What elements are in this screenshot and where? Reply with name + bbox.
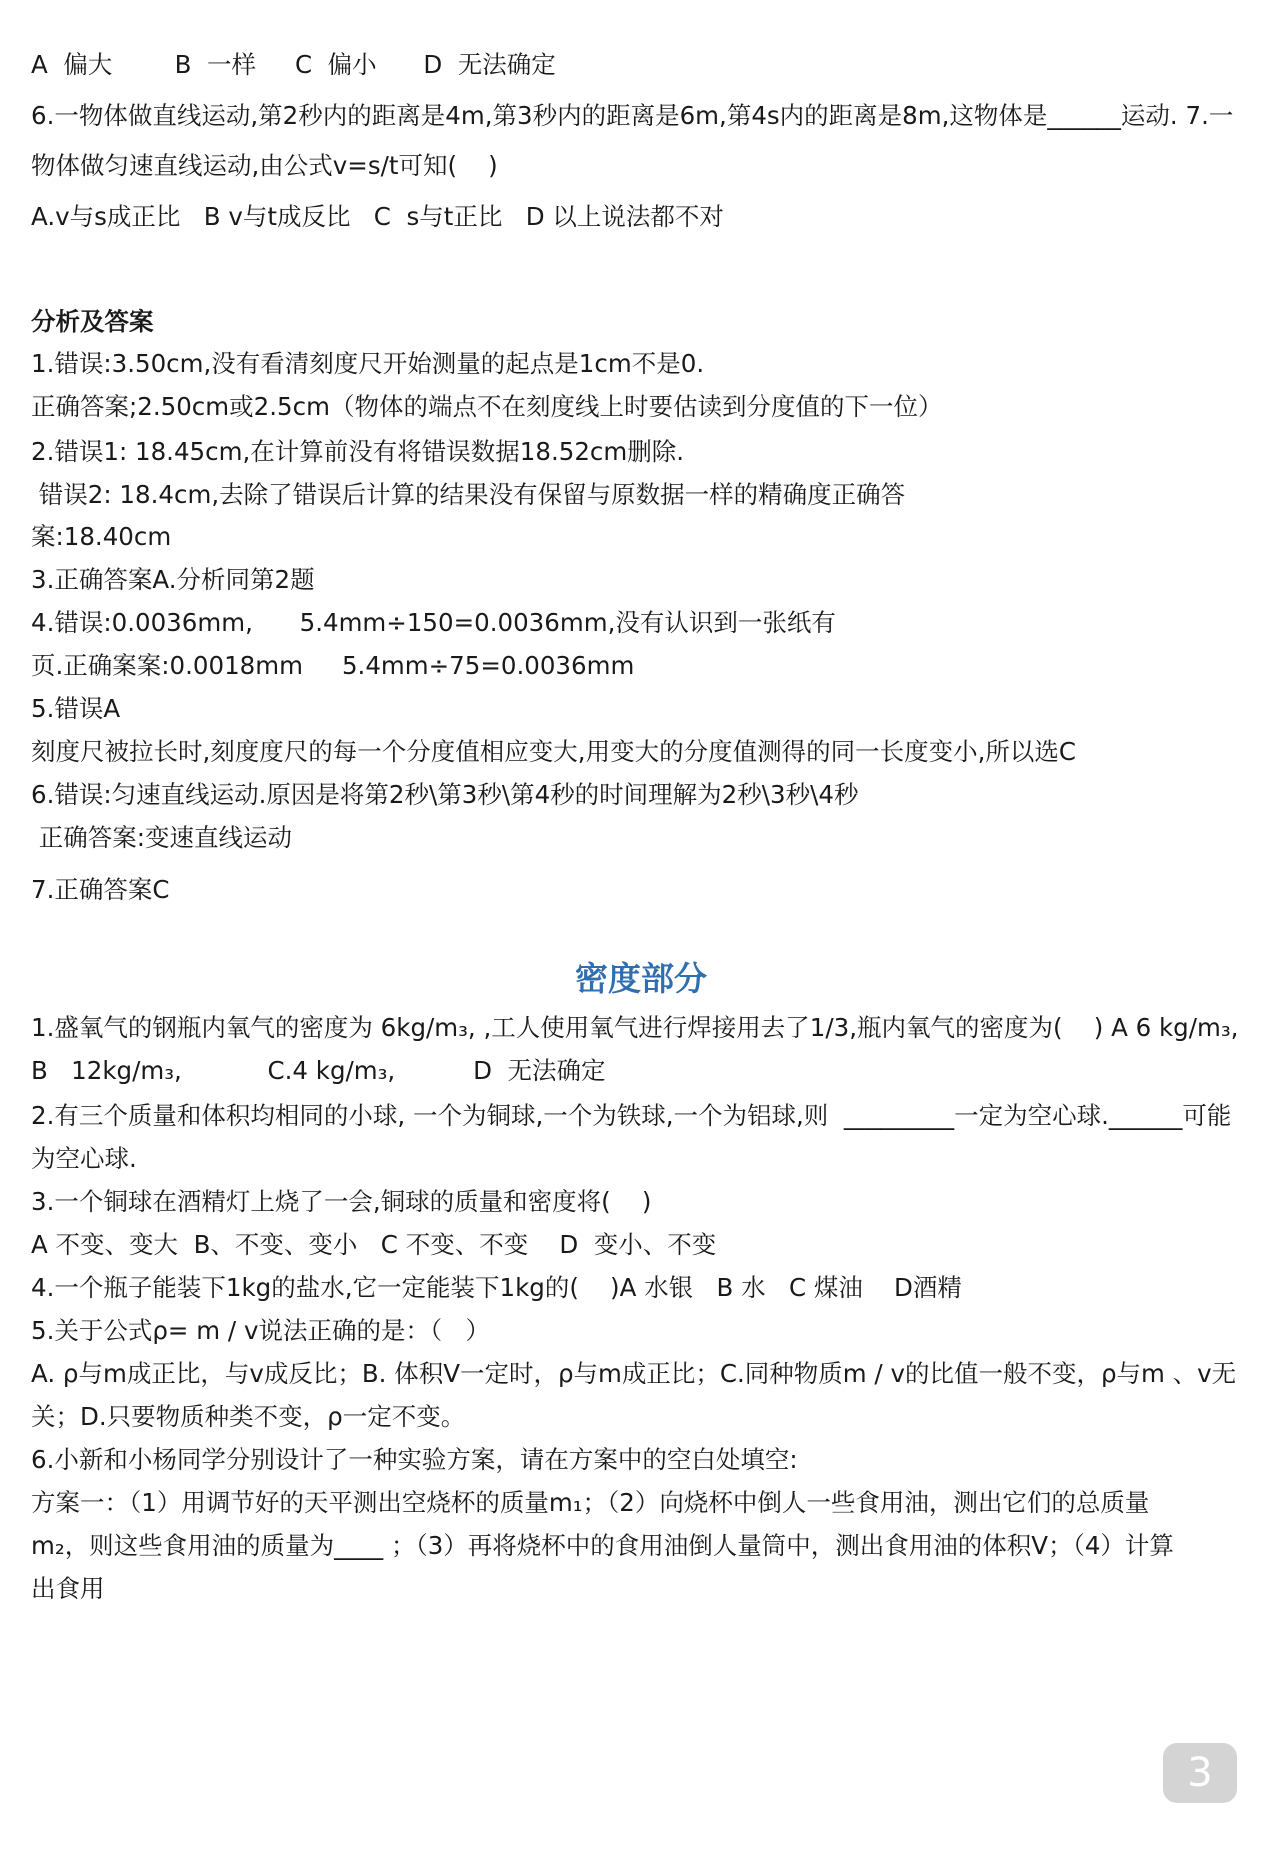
analysis-section bbox=[31, 300, 1271, 912]
text-line: 3.正确答案A.分析同第2题 bbox=[31, 565, 315, 594]
question-block-top bbox=[31, 40, 1271, 242]
text-line: 7.正确答案C bbox=[31, 875, 170, 904]
text-line: 方案一：（1）用调节好的天平测出空烧杯的质量m₁；（2）向烧杯中倒人一些食用油，测出它们的总质量 bbox=[31, 1488, 1150, 1517]
text-line: 3.一个铜球在酒精灯上烧了一会,铜球的质量和密度将( ) bbox=[31, 1187, 652, 1216]
text-line: 正确答案;2.50cm或2.5cm（物体的端点不在刻度线上时要估读到分度值的下一位） bbox=[31, 392, 943, 421]
text-line: 4.错误:0.0036mm, 5.4mm÷150=0.0036mm,没有认识到一张纸有 bbox=[31, 608, 836, 637]
text-line: A.v与s成正比 B v与t成反比 C s与t正比 D 以上说法都不对 bbox=[31, 201, 724, 231]
text-line: 错误2: 18.4cm,去除了错误后计算的结果没有保留与原数据一样的精确度正确答 bbox=[31, 480, 906, 509]
document-page bbox=[31, 40, 1271, 1610]
text-line: 正确答案:变速直线运动 bbox=[31, 823, 293, 852]
text-line: 物体做匀速直线运动,由公式v=s/t可知( ) bbox=[31, 151, 498, 180]
text-line: 2.有三个质量和体积均相同的小球, 一个为铜球,一个为铁球,一个为铝球,则 _________一定为空心球.______可能 bbox=[31, 1101, 1232, 1130]
text-line: m₂，则这些食用油的质量为____ ；（3）再将烧杯中的食用油倒人量筒中，测出食用油的体积V；（4）计算 bbox=[31, 1531, 1174, 1560]
text-line: 5.关于公式ρ= m / v说法正确的是：（ ） bbox=[31, 1316, 491, 1345]
analysis-heading: 分析及答案 bbox=[31, 307, 154, 336]
text-line: 4.一个瓶子能装下1kg的盐水,它一定能装下1kg的( )A 水银 B 水 C 煤油 D酒精 bbox=[31, 1273, 962, 1302]
text-line: 案:18.40cm bbox=[31, 522, 172, 551]
text-line: 5.错误A bbox=[31, 694, 121, 723]
text-line: 1.盛氧气的钢瓶内氧气的密度为 6kg/m₃, ,工人使用氧气进行焊接用去了1/3,瓶内氧气的密度为( ) A 6 kg/m₃, bbox=[31, 1013, 1239, 1042]
text-line: 出食用 bbox=[31, 1574, 105, 1603]
text-line: 6.一物体做直线运动,第2秒内的距离是4m,第3秒内的距离是6m,第4s内的距离是8m,这物体是______运动. 7.一 bbox=[31, 100, 1234, 130]
text-line: A 不变、变大 B、不变、变小 C 不变、不变 D 变小、不变 bbox=[31, 1230, 717, 1259]
text-line: 页.正确案案:0.0018mm 5.4mm÷75=0.0036mm bbox=[31, 651, 635, 680]
text-line: B 12kg/m₃, C.4 kg/m₃, D 无法确定 bbox=[31, 1056, 606, 1085]
text-line: 刻度尺被拉长时,刻度度尺的每一个分度值相应变大,用变大的分度值测得的同一长度变小,所以选C bbox=[31, 737, 1076, 766]
density-section bbox=[31, 950, 1271, 1610]
section-title: 密度部分 bbox=[575, 959, 707, 998]
text-line: A. ρ与m成正比，与v成反比；B. 体积V一定时，ρ与m成正比；C.同种物质m / v的比值一般不变，ρ与m 、v无 bbox=[31, 1359, 1237, 1388]
text-line: 1.错误:3.50cm,没有看清刻度尺开始测量的起点是1cm不是0. bbox=[31, 349, 705, 378]
text-line: 2.错误1: 18.45cm,在计算前没有将错误数据18.52cm删除. bbox=[31, 437, 685, 466]
text-line: 为空心球. bbox=[31, 1144, 137, 1173]
text-line: 6.错误:匀速直线运动.原因是将第2秒\第3秒\第4秒的时间理解为2秒\3秒\4秒 bbox=[31, 780, 859, 809]
text-line: 关；D.只要物质种类不变，ρ一定不变。 bbox=[31, 1402, 466, 1431]
text-line: 6.小新和小杨同学分别设计了一种实验方案，请在方案中的空白处填空: bbox=[31, 1445, 798, 1474]
text-line: A 偏大 B 一样 C 偏小 D 无法确定 bbox=[31, 50, 556, 79]
page-number-badge: 3 bbox=[1163, 1743, 1237, 1803]
